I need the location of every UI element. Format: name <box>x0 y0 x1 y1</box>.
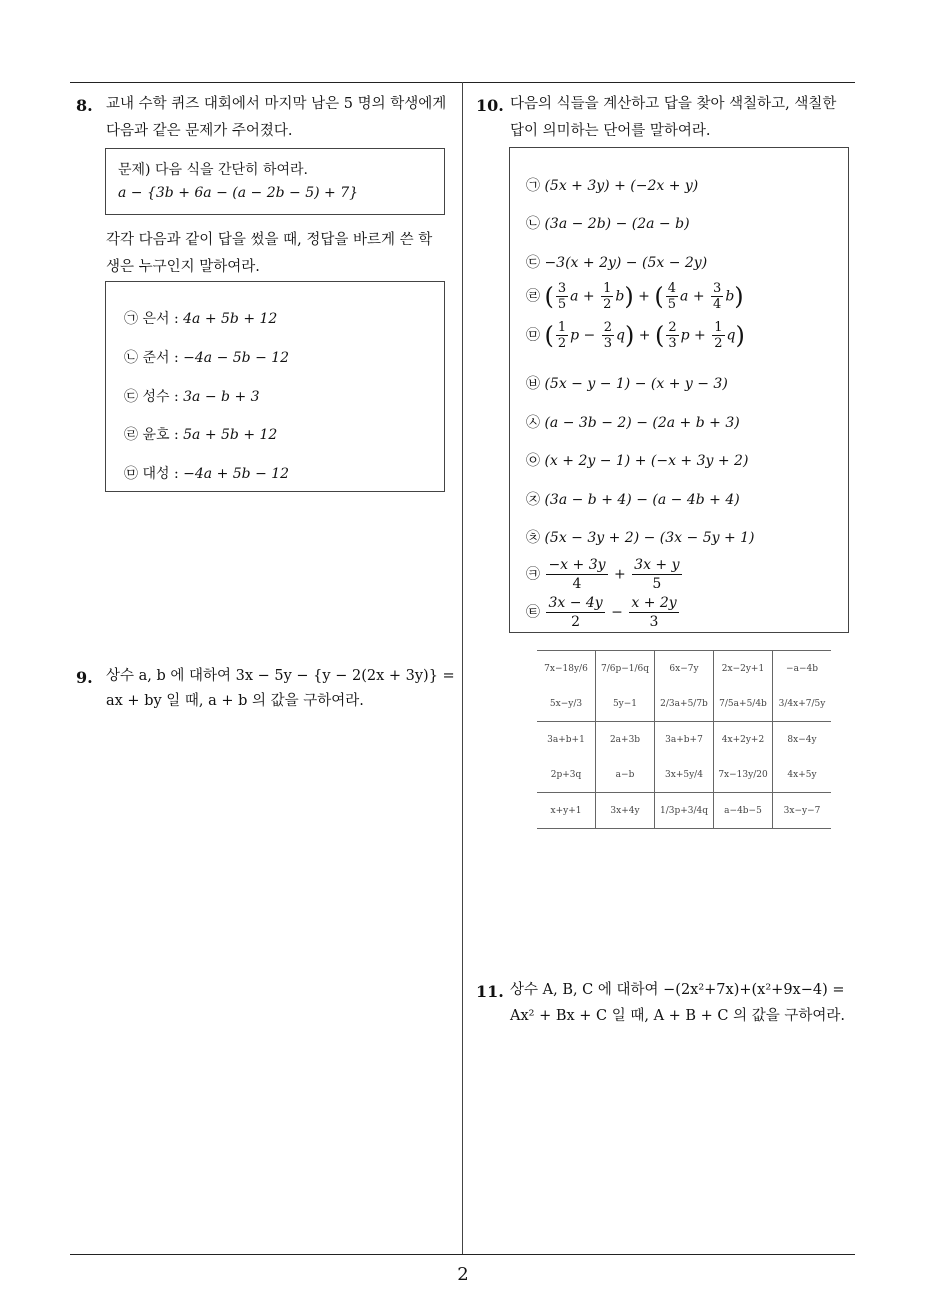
answer-choice: ㉠ 은서 : 4a + 5b + 12 <box>124 311 278 327</box>
grid-cell[interactable]: 5y−1 <box>596 686 655 722</box>
grid-cell[interactable]: 7x−18y/6 <box>537 651 596 687</box>
expression-item: ㉪ $\frac{-x + 3y}{4}$ + $\frac{3x + y}{5}$ <box>526 557 680 592</box>
answer-choices-box <box>105 281 445 492</box>
grid-cell[interactable]: x+y+1 <box>537 793 596 829</box>
grid-cell[interactable]: 3x+5y/4 <box>655 757 714 793</box>
grid-cell[interactable]: 2/3a+5/7b <box>655 686 714 722</box>
grid-cell[interactable]: 7/6p−1/6q <box>596 651 655 687</box>
problem-text: 다음의 식들을 계산하고 답을 찾아 색칠하고, 색칠한 <box>510 96 837 112</box>
grid-cell[interactable]: 7x−13y/20 <box>714 757 773 793</box>
expression-item: ㉦ (a − 3b − 2) − (2a + b + 3) <box>526 415 740 431</box>
grid-cell[interactable]: 7/5a+5/4b <box>714 686 773 722</box>
answer-choice: ㉢ 성수 : 3a − b + 3 <box>124 389 260 405</box>
problem-box <box>105 148 445 215</box>
expression-item: ㉠ (5x + 3y) + (−2x + y) <box>526 178 699 194</box>
box-title: 문제) 다음 식을 간단히 하여라. <box>118 162 309 178</box>
grid-cell[interactable]: −a−4b <box>773 651 832 687</box>
expression-item: ㉣ ( $\frac{3}{5}$ a + $\frac{1}{2}$ b) + ( $\frac{4}{5}$ a + $\frac{3}{4}$ b) <box>526 281 744 312</box>
grid-cell[interactable]: 4x+2y+2 <box>714 722 773 758</box>
expression-item: ㉨ (3a − b + 4) − (a − 4b + 4) <box>526 492 740 508</box>
grid-cell[interactable]: 2a+3b <box>596 722 655 758</box>
expression-item: ㉤ ( $\frac{1}{2}$ p − $\frac{2}{3}$ q) + ( $\frac{2}{3}$ p + $\frac{1}{2}$ q) <box>526 320 745 351</box>
problem-text: 상수 A, B, C 에 대하여 −(2x²+7x)+(x²+9x−4) = <box>510 982 845 998</box>
grid-cell[interactable]: 3/4x+7/5y <box>778 698 826 709</box>
problem-number: 10. <box>476 96 504 115</box>
problem-text: 상수 a, b 에 대하여 3x − 5y − {y − 2(2x + 3y)} = <box>106 668 455 684</box>
answer-choice: ㉤ 대성 : −4a + 5b − 12 <box>124 466 290 482</box>
grid-cell[interactable]: 2p+3q <box>537 757 596 793</box>
grid-cell[interactable]: 1/3p+3/4q <box>655 793 714 829</box>
grid-cell[interactable]: 6x−7y <box>655 651 714 687</box>
problem-number: 8. <box>76 96 93 115</box>
grid-cell[interactable]: 3a+b+7 <box>655 722 714 758</box>
problem-text: 답이 의미하는 단어를 말하여라. <box>510 123 711 139</box>
answer-grid <box>537 650 831 829</box>
answer-choice: ㉡ 준서 : −4a − 5b − 12 <box>124 350 290 366</box>
grid-cell[interactable]: 3a+b+1 <box>537 722 596 758</box>
expression-item: ㉩ (5x − 3y + 2) − (3x − 5y + 1) <box>526 530 755 546</box>
expression-item: ㉡ (3a − 2b) − (2a − b) <box>526 216 690 232</box>
problem-text: 생은 누구인지 말하여라. <box>106 259 260 275</box>
grid-cell[interactable]: 2x−2y+1 <box>714 651 773 687</box>
grid-cell[interactable]: 4x+5y <box>787 769 817 780</box>
problem-number: 9. <box>76 668 93 687</box>
grid-cell[interactable]: a−4b−5 <box>714 793 773 829</box>
expression-item: ㉫ $\frac{3x - 4y}{2}$ − $\frac{x + 2y}{3}$ <box>526 595 677 630</box>
problem-text: Ax² + Bx + C 일 때, A + B + C 의 값을 구하여라. <box>510 1008 846 1024</box>
expression-item: ㉢ −3(x + 2y) − (5x − 2y) <box>526 255 708 271</box>
problem-number: 11. <box>476 982 504 1001</box>
page-number: 2 <box>457 1264 469 1285</box>
grid-cell[interactable]: 3x+4y <box>596 793 655 829</box>
problem-text: ax + by 일 때, a + b 의 값을 구하여라. <box>106 693 364 709</box>
grid-cell[interactable]: 5x−y/3 <box>537 686 596 722</box>
problem-text: 각각 다음과 같이 답을 썼을 때, 정답을 바르게 쓴 학 <box>106 232 433 248</box>
answer-choice: ㉣ 윤호 : 5a + 5b + 12 <box>124 427 278 443</box>
bottom-rule <box>70 1254 855 1255</box>
expression-item: ㉥ (5x − y − 1) − (x + y − 3) <box>526 376 728 392</box>
grid-cell[interactable]: 8x−4y <box>773 722 832 758</box>
expression-list-box <box>509 147 849 633</box>
box-expression: a − {3b + 6a − (a − 2b − 5) + 7} <box>118 185 359 201</box>
column-divider <box>462 82 463 1254</box>
grid-cell[interactable]: a−b <box>596 757 655 793</box>
expression-item: ㉧ (x + 2y − 1) + (−x + 3y + 2) <box>526 453 749 469</box>
grid-cell[interactable]: 3x−y−7 <box>773 793 832 829</box>
problem-text: 교내 수학 퀴즈 대회에서 마지막 남은 5 명의 학생에게 <box>106 96 447 112</box>
problem-text: 다음과 같은 문제가 주어졌다. <box>106 123 293 139</box>
